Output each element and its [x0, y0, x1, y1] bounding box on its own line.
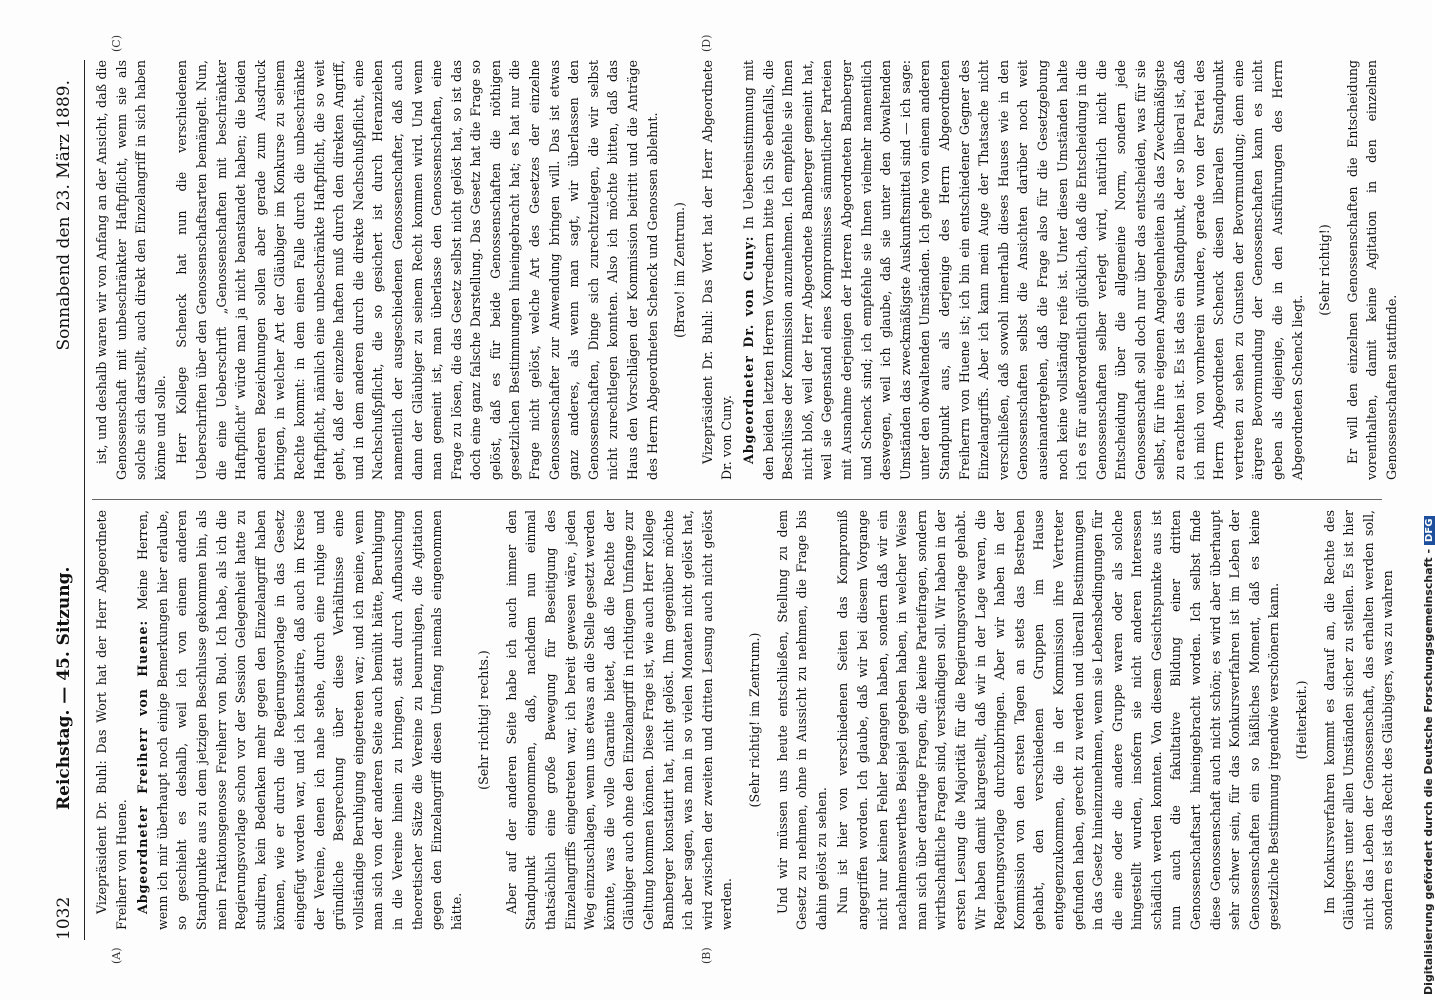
paragraph: Er will den einzelnen Genossenschaften die Entscheidung vorenthalten, damit keine Agitation in den einzelnen Genossenschaften stattfinde.: [1344, 60, 1399, 480]
text-column-right: [92, 60, 1399, 480]
speech-text: In Uebereinstimmung mit den beiden letzten Herren Vorrednern bitte ich Sie ebenfalls, die Beschlüsse der Kommission anzunehmen. Ich empfehle sie Ihnen nicht bloß, weil der Herr Abgeordnete Bamberger gemeint hat, weil sie Gegenstand eines Kompromisses sämmtlicher Parteien mit Ausnahme derjenigen der Herren Abgeordneten Bamberger und Schenck sind; ich empfehle sie Ihnen vielmehr namentlich deswegen, weil ich glaube, daß sie unter den obwaltenden Umständen das zweckmäßigste Auskunftsmittel sind — ich sage: unter den obwaltenden Umständen. Ich gehe von einem anderen Standpunkt aus, als derjenige des Herrn Abgeordneten Freiherrn von Huene ist; ich bin ein entschiedener Gegner des Einzelangriffs. Aber ich kann mein Auge der Thatsache nicht verschließen, daß sowohl innerhalb dieses Hauses wie in den Genossenschaften selbst die Ansichten darüber noch weit auseinandergehen, daß die Frage also für die Gesetzgebung noch keine vollständig reife ist. Unter diesen Umständen halte ich es für außerordentlich glücklich, daß die Entscheidung in die Genossenschaften selber verlegt wird, natürlich nicht die Entscheidung über die allgemeine Norm, sondern jede Genossenschaft soll doch nur über das entscheiden, was für sie selbst, für ihre eigenen Angelegenheiten als das Zweckmäßigste zu erachten ist. Es ist das ein Standpunkt, der so liberal ist, daß ich mich von vornherein wundere, gerade von der Partei des Herrn Abgeordneten Schenck diesen liberalen Standpunkt vertreten zu sehen zu Gunsten der Bevormundung; denn eine ärgere Bevormundung der Genossenschaften kann es nicht geben als diejenige, die in den Ausführungen des Herrn Abgeordneten Schenck liegt.: [741, 60, 1305, 480]
paragraph: [739, 60, 1307, 480]
page-number: 1032: [54, 896, 74, 940]
margin-marker-d: (D): [700, 34, 713, 52]
paragraph: Aber auf der anderen Seite habe ich auch immer den Standpunkt eingenommen, daß, nachdem nun einmal thatsächlich eine große Bewegung für Beseitigung des Einzelangriffs eingetreten war, ich bereit gewesen wäre, jeden Weg einzuschlagen, wenn uns etwas an die Stelle gesetzt werden könnte, was die volle Garantie bietet, daß die Rechte der Gläubiger auch ohne den Einzelangriff in richtigem Umfange zur Geltung kommen können. Diese Frage ist, wie auch Herr Kollege Bamberger konstatirt hat, nicht gelöst. Ihm gegenüber möchte ich aber sagen, was man in so vielen Monaten nicht gelöst hat, wird zwischen der zweiten und dritten Lesung auch nicht gelöst werden.: [503, 510, 735, 930]
paragraph: Herr Kollege Schenck hat nun die verschiedenen Ueberschriften über den Genossenschaftsarten bemängelt. Nun, die eine Ueberschrift „Genossenschaften mit beschränkter Haftpflicht“ würde man ja nicht beanstandet haben; die beiden anderen Bezeichnungen sollen aber gerade zum Ausdruck bringen, in welcher Art der Gläubiger im Konkurse zu seinem Rechte kommt: in dem einen Falle durch die unbeschränkte Haftpflicht, nämlich eine unbeschränkte Haftpflicht, die so weit geht, daß der einzelne haften muß durch den direkten Angriff, und in dem anderen durch die direkte Nachschußpflicht, eine Nachschußpflicht, die so gesichert ist durch Heranziehen namentlich der ausgeschiedenen Genossenschafter, daß auch dann der Gläubiger zu seinem Recht kommen wird. Und wenn man gemeint ist, man überlasse den Genossenschaften, eine Frage zu lösen, die das Gesetz selbst nicht gelöst hat, so ist das doch eine ganz falsche Darstellung. Das Gesetz hat die Frage so gelöst, daß es für beide Genossenschaften die nöthigen gesetzlichen Bestimmungen hineingebracht hat; es hat nur die Frage nicht gelöst, welche Art des Gesetzes der einzelne Genossenschafter zur Anwendung bringen will. Das ist etwas ganz anderes, als wenn man sagt, wir überlassen den Genossenschaften, Dinge sich zurechtzulegen, die wir selbst nicht zurechtlegen konnten. Also ich möchte bitten, daß das Haus den Vorschlägen der Kommission beitritt und die Anträge des Herrn Abgeordneten Schenck und Genossen ablehnt.: [174, 60, 660, 480]
paragraph: [133, 510, 466, 930]
header-rule: [84, 60, 85, 940]
interjection: (Sehr richtig!): [1317, 224, 1333, 316]
margin-marker-a: (A): [110, 947, 123, 964]
paragraph: Im Konkursverfahren kommt es darauf an, die Rechte des Gläubigers unter allen Umständen sicher zu stellen. Es ist hier nicht das Leben der Genossenschaft, das erhalten werden soll, sondern es ist das Recht des Gläubigers, was zu wahren: [1321, 510, 1396, 930]
paragraph: Vizepräsident Dr. Buhl: Das Wort hat der Herr Abgeordnete Dr. von Cuny.: [699, 60, 735, 480]
speaker-name: Abgeordneter Freiherr von Huene:: [135, 619, 151, 914]
interjection: (Bravo! im Zentrum.): [672, 202, 688, 338]
paragraph: Und wir müssen uns heute entschließen, Stellung zu dem Gesetz zu nehmen, ohne in Aussicht zu nehmen, die Frage bis dahin gelöst zu sehen.: [774, 510, 829, 930]
digitization-credit: [1422, 0, 1435, 995]
interjection: (Sehr richtig! im Zentrum.): [747, 632, 762, 808]
credit-text: Digitalisierung gefördert durch die Deutsche Forschungsgemeinschaft -: [1422, 548, 1435, 995]
paragraph: Vizepräsident Dr. Buhl: Das Wort hat der Herr Abgeordnete Freiherr von Huene.: [94, 510, 129, 930]
interjection: (Heiterkeit.): [1294, 680, 1310, 760]
speaker-name: Abgeordneter Dr. von Cuny:: [741, 235, 756, 464]
session-date: Sonnabend den 23. März 1889.: [54, 80, 74, 351]
page-header: [52, 60, 82, 940]
margin-marker-c: (C): [110, 35, 123, 52]
column-divider: [92, 499, 1382, 500]
interjection: (Sehr richtig! rechts.): [476, 650, 492, 790]
paragraph: ist, und deshalb waren wir von Anfang an der Ansicht, daß die Genossenschaft mit unbeschränkter Haftpflicht, wenn sie als solche sich darstellt, auch direkt den Einzelangriff in sich haben könne und solle.: [94, 60, 168, 480]
paragraph: Nun ist hier von verschiedenen Seiten das Kompromiß angegriffen worden. Ich glaube, daß wir bei diesem Vorgange nicht nur keinen Fehler begangen haben, sondern daß wir ein nachahmenswerthes Beispiel gegeben haben, in welcher Weise man sich über derartige Fragen, die keine Parteifragen, sondern wirthschaftliche Fragen sind, verständigen soll. Wir haben in der ersten Lesung die Majorität für die Regierungsvorlage gehabt. Wir haben damit klargestellt, daß wir in der Lage waren, die Regierungsvorlage durchzubringen. Aber wir haben in der Kommission von den ersten Tagen an stets das Bestreben gehabt, den verschiedenen Gruppen im Hause entgegenzukommen, die in der Kommission ihre Vertreter gefunden haben, gerecht zu werden und überall Bestimmungen in das Gesetz hineinzunehmen, wenn sie Lebensbedingungen für die eine oder die andere Gruppe waren oder als solche hingestellt wurden, insofern sie nicht anderen Interessen schädlich werden konnten. Von diesem Gesichtspunkte aus ist nun auch die fakultative Bildung einer dritten Genossenschaftsart hineingebracht worden. Ich selbst finde diese Genossenschaft auch nicht schön; es wird aber überhaupt sehr schwer sein, für das Konkursverfahren ist im Leben der Genossenschaften ein so häßliches Moment, daß es keine gesetzliche Bestimmung irgendwie verschönern kann.: [835, 510, 1282, 930]
dfg-logo: DFG: [1424, 516, 1435, 545]
text-column-left: [92, 510, 1396, 930]
margin-marker-b: (B): [700, 947, 713, 964]
speech-text: Meine Herren, wenn ich mir überhaupt noch einige Bemerkungen hier erlaube, so geschieht es deshalb, weil ich von einem anderen Standpunkte aus zu dem jetzigen Beschlusse gekommen bin, als mein Fraktionsgenosse Freiherr von Buol. Ich habe, als ich die Regierungsvorlage schon vor der Session Gelegenheit hatte zu studiren, kein Bedenken mehr gegen den Einzelangriff haben können, wie er durch die Regierungsvorlage in das Gesetz eingefügt worden war, und ich konstatire, daß auch im Kreise der Vereine, denen ich nahe stehe, durch eine ruhige und gründliche Besprechung über diese Verhältnisse eine vollständige Beruhigung eingetreten war; und ich meine, wenn man sich von der anderen Seite auch bemüht hätte, Beruhigung in die Vereine hinein zu bringen, statt durch Aufbauschung theoretischer Sätze die Vereine zu beunruhigen, die Agitation gegen den Einzelangriff diesen Umfang niemals eingenommen hätte.: [135, 510, 464, 930]
session-title: Reichstag. — 45. Sitzung.: [54, 566, 74, 810]
